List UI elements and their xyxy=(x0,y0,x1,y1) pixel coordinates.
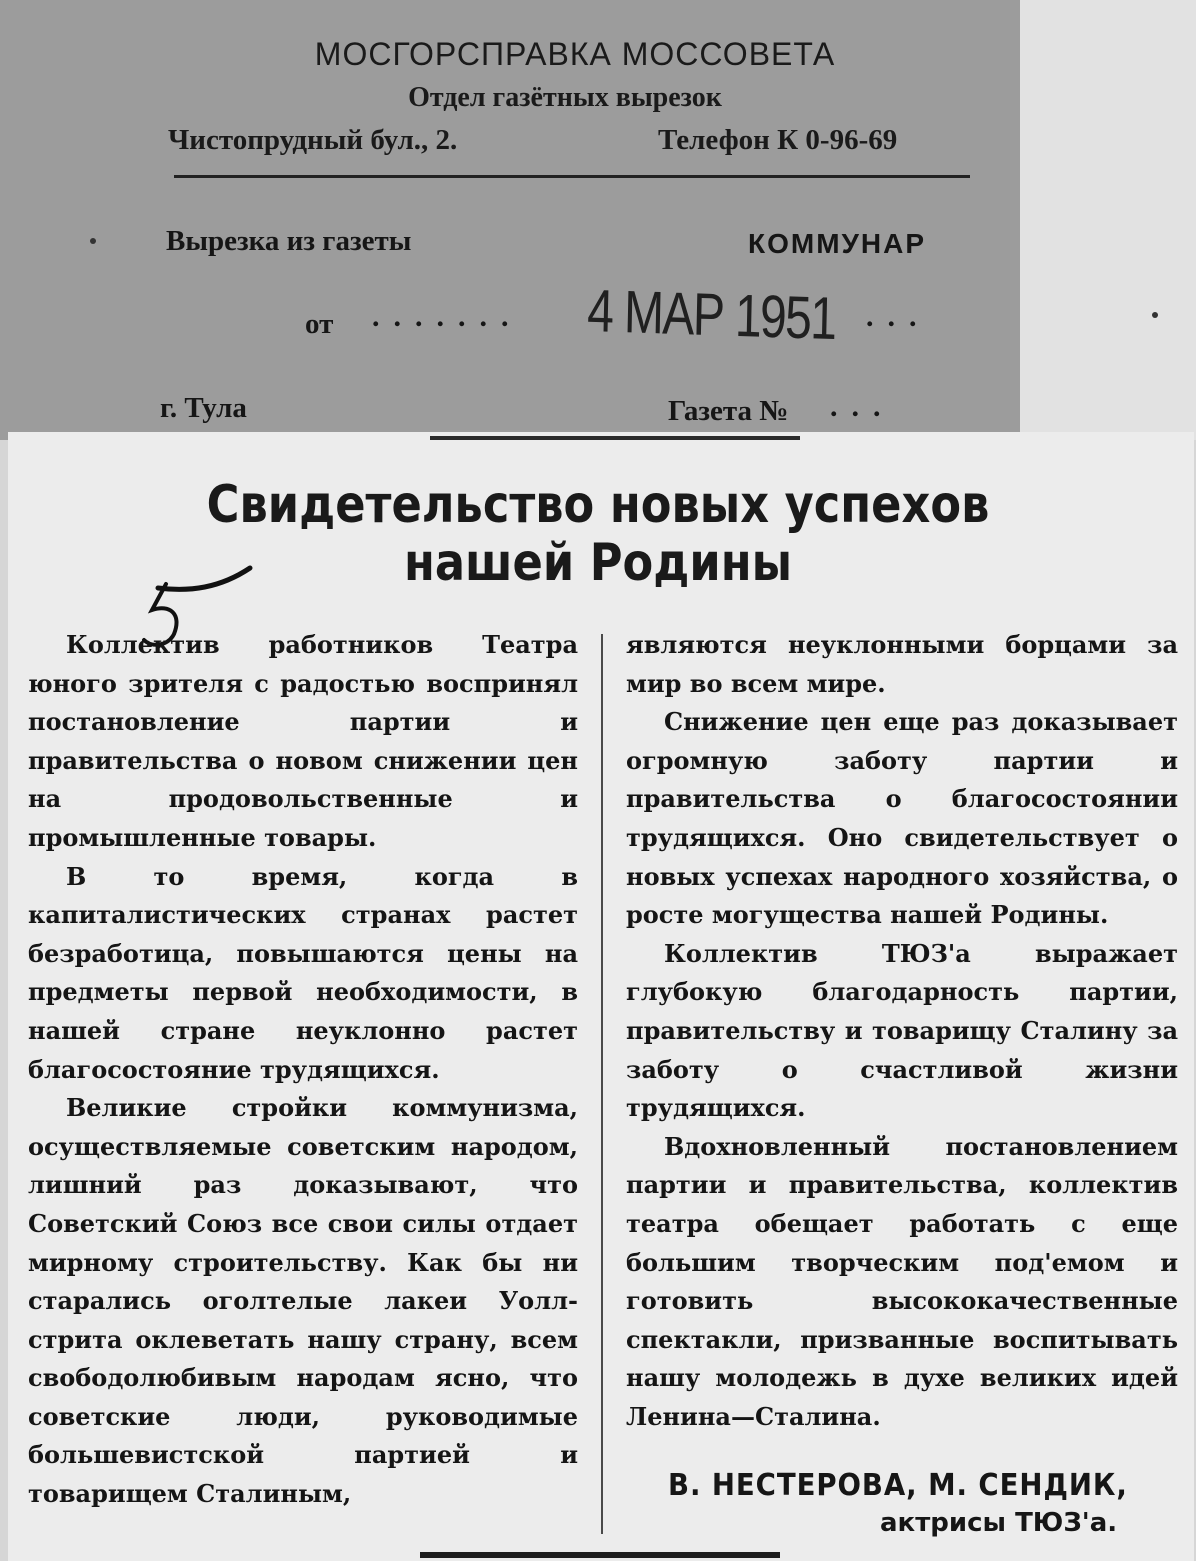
date-stamp: 4 МАР 1951 xyxy=(586,276,837,353)
signers-role: актрисы ТЮЗ'а. xyxy=(880,1508,1118,1538)
punch-dot xyxy=(1152,312,1158,318)
city: г. Тула xyxy=(160,392,247,424)
clip-label: Вырезка из газеты xyxy=(166,225,412,257)
decorative-rule xyxy=(420,1552,780,1558)
department-title: Отдел газётных вырезок xyxy=(408,82,722,113)
fill-dots: ... xyxy=(866,300,931,333)
article-paragraph: Коллектив работников Театра юного зрителя с радостью воспринял постановление партии и правительства о новом снижении цен на продовольственные и промышленные товары. xyxy=(28,630,578,852)
article-paragraph: Снижение цен еще раз доказывает огромную заботу партии и правительства о благосостоянии трудящихся. Оно свидетельствует о новых успехах народного хозяйства, о росте могущества нашей Родины. xyxy=(626,707,1178,930)
phone: Телефон К 0-96-69 xyxy=(658,124,898,156)
fill-dots: ....... xyxy=(372,300,523,333)
article-paragraph: Коллектив ТЮЗ'а выражает глубокую благодарность партии, правительству и товарищу Сталину за заботу о счастливой жизни трудящихся. xyxy=(626,938,1178,1123)
agency-title: МОСГОРСПРАВКА МОССОВЕТА xyxy=(314,36,836,72)
card-rule xyxy=(174,175,970,178)
article-column-left xyxy=(28,626,578,1514)
fill-dots: ... xyxy=(830,390,895,423)
headline-line: Свидетельство новых успехов xyxy=(206,475,990,535)
punch-dot xyxy=(90,238,96,244)
date-label: от xyxy=(305,308,334,340)
column-divider xyxy=(601,634,603,1534)
article-paragraph: Великие стройки коммунизма, осуществляемые советским народом, лишний раз доказывают, что Советский Союз все свои силы отдает мирному строительству. Как бы ни старались оголтелые лакеи Уолл-стрита оклеветать нашу страну, всем свободолюбивым народам ясно, что советские люди, руководимые большевистской партией и товарищем Сталиным, xyxy=(28,1093,578,1509)
issue-label: Газета № xyxy=(668,395,789,427)
article-paragraph: являются неуклонными борцами за мир во всем мире. xyxy=(626,630,1178,698)
newspaper-name: КОММУНАР xyxy=(748,228,927,259)
article-column-right xyxy=(626,626,1178,1436)
decorative-rule xyxy=(430,436,800,440)
article-signers: В. НЕСТЕРОВА, М. СЕНДИК, xyxy=(668,1468,1128,1503)
address: Чистопрудный бул., 2. xyxy=(168,124,458,156)
headline-line: нашей Родины xyxy=(403,533,793,593)
article-paragraph: Вдохновленный постановлением партии и правительства, коллектив театра обещает работать с еще большим творческим под'емом и готовить высококачественные спектакли, призванные воспитывать нашу молодежь в духе великих идей Ленина—Сталина. xyxy=(626,1131,1178,1431)
article-paragraph: В то время, когда в капиталистических странах растет безработица, повышаются цены на предметы первой необходимости, в нашей стране неуклонно растет благосостояние трудящихся. xyxy=(28,861,578,1084)
